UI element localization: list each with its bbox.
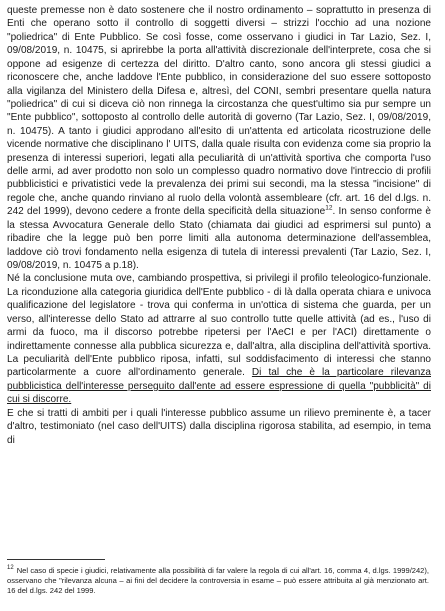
body-paragraph-3: E che si tratti di ambiti per i quali l'interesse pubblico assume un rilievo preminente è, a tacer d'altro, testimoniato (nel caso dell'UITS) dalla disciplina rigorosa stabilita, ad esempio, in tema di [7,407,431,446]
footnote-number: 12 [7,565,14,572]
paragraph-2-text: Né la conclusione muta ove, cambiando prospettiva, si privilegi il profilo teleologico-funzionale. La riconduzione alla categoria giuridica dell'Ente pubblico - di là dalla operata chiara e univoca qualificazione del legislatore - trova qui conferma in un'ottica di sistema che guarda, per un verso, all'interesse dello Stato ad attrarre al suo controllo tutte quelle attività (ad es., l'uso di armi da fuoco, ma il discorso potrebbe ripetersi per l'AeCI e per l'ACI) direttamente o indirettamente connesse alla pubblica sicurezza e, dall'altra, alla disciplina dell'attività sportiva. La peculiarità dell'Ente pubblico riposa, infatti, sul soddisfacimento di interessi che stanno particolarmente a cuore all'ordinamento generale. [7,273,431,379]
paragraph-2-underlined-sentence: Di tal che è la particolare rilevanza pubblicistica dell'interesse perseguito dall'ente ad essere espressione di quella "pubblicità" di cui si discorre. [7,367,431,406]
footnote-separator [7,559,105,560]
footnote-12 [7,566,429,597]
paragraph-1-text: queste premesse non è dato sostenere che il nostro ordinamento – soprattutto in presenza di Enti che operano sotto il controllo di soggetti diversi – strizzi l'occhio ad una nozione "poliedrica" di Ente Pubblico. Se così fosse, come osservano i giudici in Tar Lazio, Sez. I, 09/08/2019, n. 10475, si aprirebbe la porta all'attività discrezionale dell'interprete, cosa che si oppone ad esigenze di certezza del diritto. D'altro canto, sono ancora gli stessi giudici a riconoscere che, anche laddove l'Ente pubblico, in considerazione del suo essere sottoposto alla vigilanza del Ministero della Difesa e, altresì, del CONI, sembri presentare quella natura "poliedrica" di cui si diceva ciò non rinnega la circostanza che quest'ultimo sia pur sempre un "Ente pubblico", sottoposto al controllo delle autorità di governo (Tar Lazio, Sez. I, 09/08/2019, n. 10475). A tanto i giudici approdano all'esito di un'attenta ed articolata ricostruzione delle vicende normative che disciplinano l' UITS, dalla quale risulta con evidenza come sia proprio la presenza di interessi superiori, legati alla peculiarità di un'attività sportiva che comporta l'uso delle armi, ad aver prodotto non solo un complesso quadro normativo dove l'intreccio di profili pubblicistici e privatistici vede la prevalenza dei primi sui secondi, ma la stessa "incisione" di regole che, anche quando rinviano al ruolo della volontà assembleare (cfr. art. 16 del d.lgs. n. 242 del 1999), devono cedere a fronte della specificità della situazione [7,5,431,218]
body-paragraph-2 [7,272,431,406]
footnote-ref-12[interactable]: 12 [325,204,333,212]
paragraph-1-continuation: . In senso conforme è la stessa Avvocatura Generale dello Stato (chiamata dai giudici ad esprimersi sul punto) a ribadire che la legge può ben porre limiti alla autonoma determinazione dell'assemblea, laddove ciò trovi fondamento nella esigenza di tutela di interessi prevalenti (Tar Lazio, Sez. I, 09/08/2019, n. 10475 a p.18). [7,206,431,272]
footnote-text: Nel caso di specie i giudici, relativamente alla possibilità di far valere la regola di cui all'art. 16, comma 4, d.lgs. 1999/242), osservano che "rilevanza alcuna – ai fini del decidere la controversia in esame – può essere attribuita al già menzionato art. 16 del d.lgs. 242 del 1999. [7,566,429,596]
body-paragraph-1 [7,4,431,272]
